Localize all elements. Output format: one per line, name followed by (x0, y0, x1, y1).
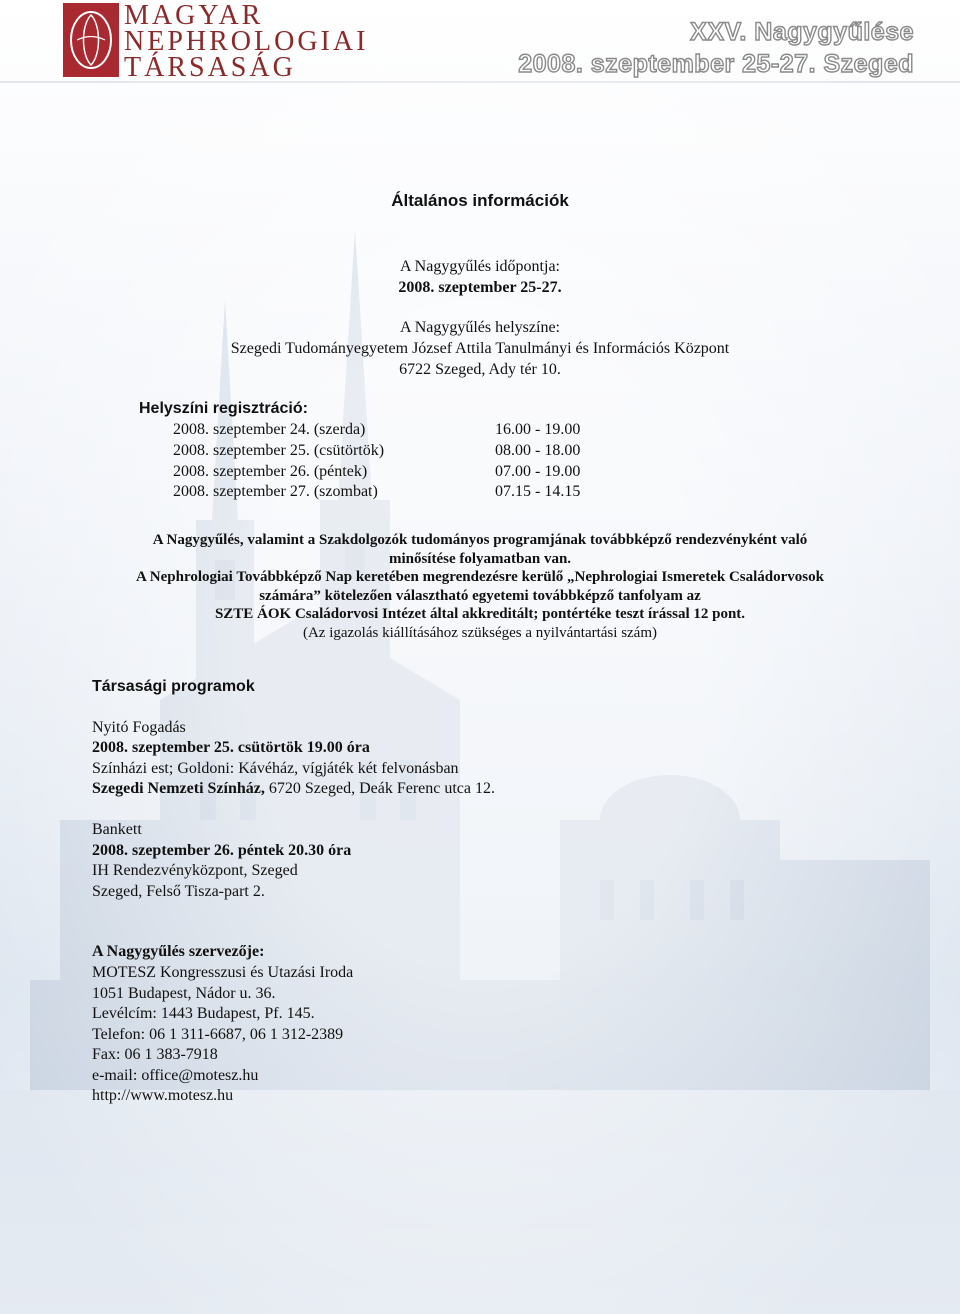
course-note-4: (Az igazolás kiállításához szükséges a nyilvántartási szám) (302, 625, 658, 641)
conference-dates: 2008. szeptember 25-27. Szeged (518, 50, 914, 78)
logo-line-3: TÁRSASÁG (124, 52, 296, 83)
venue-address: 6722 Szeged, Ady tér 10. (399, 361, 561, 378)
organizer-fax: Fax: 06 1 383-7918 (92, 1046, 218, 1063)
registration-heading: Helyszíni regisztráció: (139, 400, 308, 417)
organizer-phone: Telefon: 06 1 311-6687, 06 1 312-2389 (92, 1026, 344, 1043)
date-value: 2008. szeptember 25-27. (398, 279, 562, 296)
organizer-name: MOTESZ Kongresszusi és Utazási Iroda (92, 964, 354, 981)
registration-time: 08.00 - 18.00 (495, 442, 581, 459)
registration-day: 2008. szeptember 27. (szombat) (173, 483, 378, 500)
course-note-3: SZTE ÁOK Családorvosi Intézet által akkreditált; pontértéke teszt írással 12 pont. (214, 606, 746, 622)
registration-day: 2008. szeptember 24. (szerda) (173, 421, 366, 438)
accreditation-note-2: minősítése folyamatban van. (388, 551, 572, 567)
accreditation-note-1: A Nagygyűlés, valamint a Szakdolgozók tudományos programjának továbbképző rendezvényként való (152, 532, 808, 548)
theatre-address: 6720 Szeged, Deák Ferenc utca 12. (264, 780, 495, 797)
opening-label: Nyitó Fogadás (92, 719, 186, 736)
banquet-when: 2008. szeptember 26. péntek 20.30 óra (92, 842, 352, 859)
organizer-mail-address: Levélcím: 1443 Budapest, Pf. 145. (92, 1005, 315, 1022)
conference-title: XXV. Nagygyűlése (690, 18, 914, 46)
theatre-description: Színházi est; Goldoni: Kávéház, vígjáték két felvonásban (92, 760, 459, 777)
registration-time: 07.00 - 19.00 (495, 463, 581, 480)
theatre-name: Szegedi Nemzeti Színház, (92, 780, 265, 797)
banquet-label: Bankett (92, 821, 142, 838)
venue-label: A Nagygyűlés helyszíne: (400, 319, 560, 336)
course-note-1: A Nephrologiai Továbbképző Nap keretében megrendezésre kerülő „Nephrologiai Ismeretek Családorvosok (136, 569, 824, 585)
registration-day: 2008. szeptember 25. (csütörtök) (173, 442, 385, 459)
banquet-address: Szeged, Felső Tisza-part 2. (92, 883, 265, 900)
registration-time: 07.15 - 14.15 (495, 483, 581, 500)
logo-line-2: NEPHROLOGIAI (124, 26, 369, 57)
social-heading: Társasági programok (92, 678, 255, 695)
registration-day: 2008. szeptember 26. (péntek) (173, 463, 368, 480)
logo-line-1: MAGYAR (124, 0, 264, 31)
organizer-website-link[interactable]: http://www.motesz.hu (92, 1087, 234, 1104)
society-logo-icon (63, 3, 119, 77)
registration-time: 16.00 - 19.00 (495, 421, 581, 438)
organizer-heading: A Nagygyűlés szervezője: (92, 943, 265, 960)
opening-when: 2008. szeptember 25. csütörtök 19.00 óra (92, 739, 370, 756)
venue-name: Szegedi Tudományegyetem József Attila Tanulmányi és Információs Központ (230, 340, 730, 357)
course-note-2: számára” kötelezően választható egyetemi továbbképző tanfolyam az (259, 588, 701, 604)
organizer-email[interactable]: e-mail: office@motesz.hu (92, 1067, 259, 1084)
date-label: A Nagygyűlés időpontja: (400, 258, 560, 275)
theatre-place (92, 780, 495, 798)
banquet-place: IH Rendezvényközpont, Szeged (92, 862, 298, 879)
page-title: Általános információk (391, 191, 569, 210)
organizer-address: 1051 Budapest, Nádor u. 36. (92, 985, 276, 1002)
